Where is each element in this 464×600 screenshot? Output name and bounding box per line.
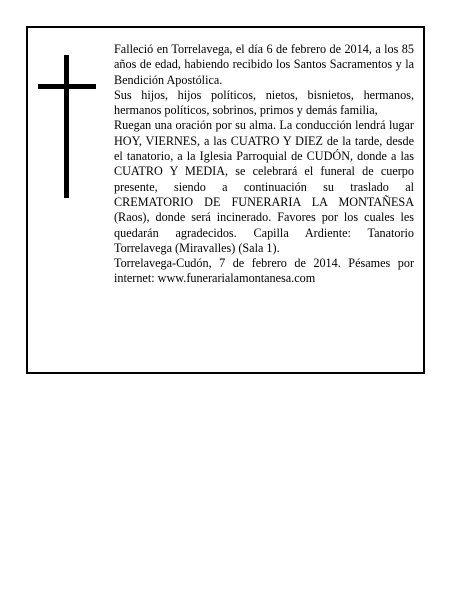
family-list: Sus hijos, hijos políticos, nietos, bisnietos, hermanos, hermanos políticos, sobrinos, primos y demás familia,: [114, 87, 414, 118]
ceremony-details: Ruegan una oración por su alma. La conducción lendrá lugar HOY, VIERNES, a las CUATRO Y DIEZ de la tarde, desde el tanatorio, a la Iglesia Parroquial de CUDÓN, donde a las CUATRO Y MEDIA, se celebrará el funeral de cuerpo presente, siendo a continuación su traslado al CREMATORIO DE FUNERARIA LA MONTAÑESA (Raos), donde será incinerado. Favores por los cuales les quedarán agradecidos. Capilla Ardiente: Tanatorio Torrelavega (Miravalles) (Sala 1).: [114, 118, 414, 255]
latin-cross-icon: [38, 55, 96, 198]
date-and-condolences: Torrelavega-Cudón, 7 de febrero de 2014. Pésames por internet: www.funerarialamontanesa.com: [114, 256, 414, 286]
notice-text: [114, 42, 414, 287]
death-announcement: Falleció en Torrelavega, el día 6 de febrero de 2014, a los 85 años de edad, habiendo recibido los Santos Sacramentos y la Bendición Apostólica.: [114, 42, 414, 87]
cross-vertical-bar: [64, 55, 69, 198]
cross-horizontal-bar: [38, 84, 96, 89]
obituary-notice: [26, 26, 425, 374]
